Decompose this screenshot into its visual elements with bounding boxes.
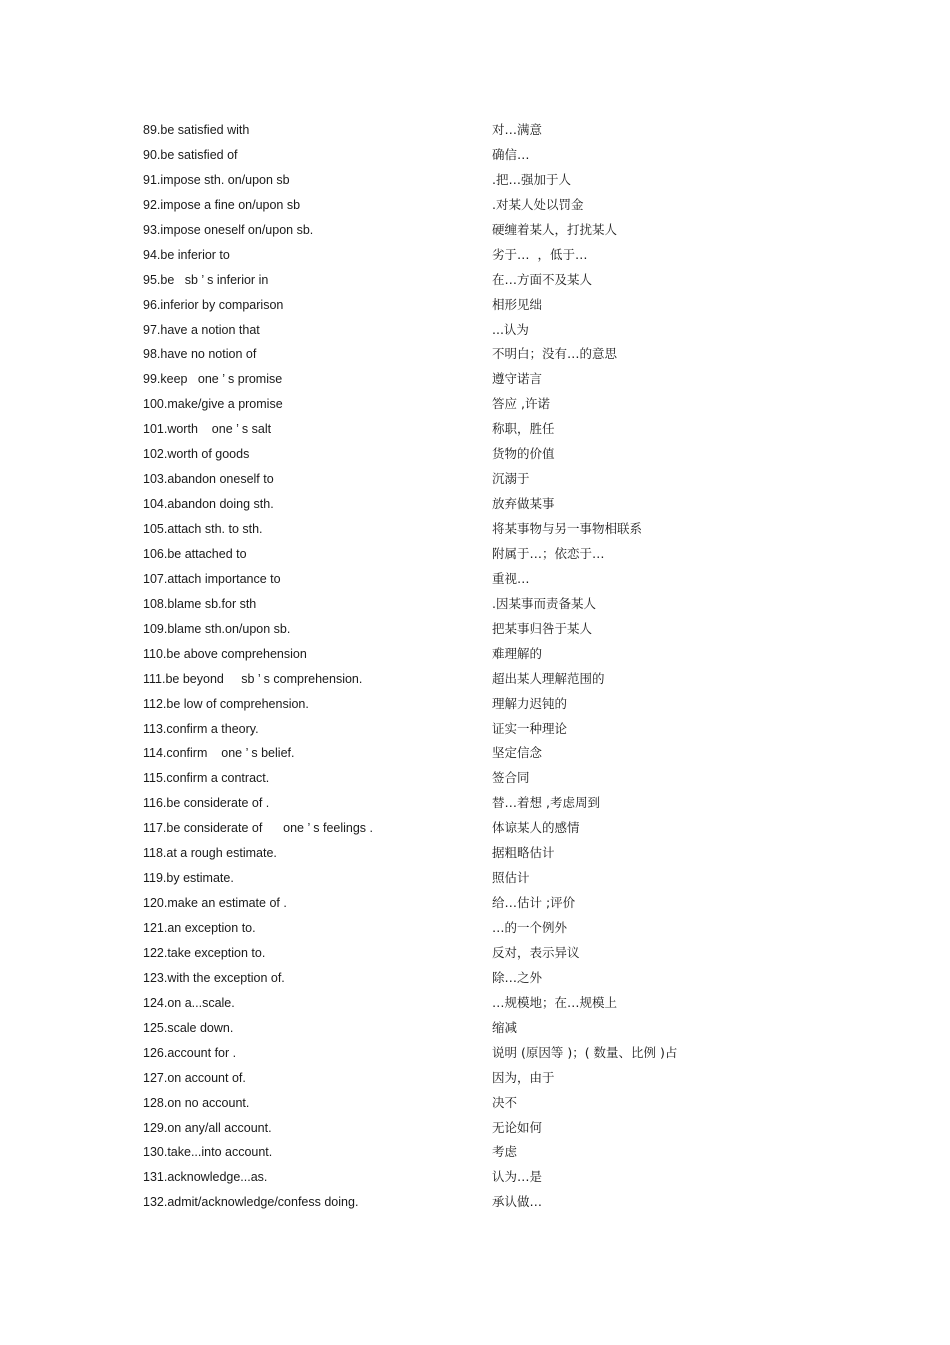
- chinese-meaning: 附属于…；依恋于…: [492, 545, 605, 561]
- english-phrase: 114.confirm one ’ s belief.: [143, 746, 295, 761]
- english-phrase: 92.impose a fine on/upon sb: [143, 197, 301, 212]
- list-item: [143, 695, 783, 720]
- list-item: [143, 919, 783, 944]
- chinese-meaning: 将某事物与另一事物相联系: [492, 521, 643, 536]
- list-item: [143, 1069, 783, 1094]
- english-phrase: 116.be considerate of .: [143, 796, 270, 811]
- list-item: [143, 670, 783, 695]
- english-phrase: 109.blame sth.on/upon sb.: [143, 621, 291, 636]
- list-item: [143, 720, 783, 745]
- english-phrase: 128.on no account.: [143, 1095, 250, 1110]
- list-item: [143, 1044, 783, 1069]
- chinese-meaning: 决不: [492, 1094, 518, 1110]
- list-item: [143, 1168, 783, 1193]
- chinese-meaning: 替…着想 ,考虑周到: [492, 795, 600, 811]
- list-item: [143, 944, 783, 969]
- english-phrase: 121.an exception to.: [143, 921, 256, 935]
- chinese-meaning: 签合同: [492, 770, 530, 786]
- list-item: [143, 395, 783, 420]
- english-phrase: 94.be inferior to: [143, 247, 230, 262]
- list-item: [143, 171, 783, 196]
- chinese-meaning: 坚定信念: [492, 745, 543, 761]
- chinese-meaning: 因为，由于: [492, 1069, 555, 1085]
- list-item: [143, 994, 783, 1019]
- list-item: [143, 620, 783, 645]
- english-phrase: 122.take exception to.: [143, 945, 266, 960]
- chinese-meaning: 据粗略估计: [492, 845, 555, 861]
- chinese-meaning: 难理解的: [492, 645, 543, 661]
- english-phrase: 93.impose oneself on/upon sb.: [143, 222, 314, 237]
- list-item: [143, 221, 783, 246]
- chinese-meaning: 放弃做某事: [492, 496, 555, 512]
- chinese-meaning: 把某事归咎于某人: [492, 620, 593, 636]
- english-phrase: 104.abandon doing sth.: [143, 497, 274, 512]
- chinese-meaning: 不明白；没有…的意思: [492, 346, 618, 362]
- english-phrase: 108.blame sb.for sth: [143, 596, 257, 611]
- list-item: [143, 321, 783, 346]
- chinese-meaning: 证实一种理论: [492, 720, 568, 736]
- list-item: [143, 545, 783, 570]
- list-item: [143, 246, 783, 271]
- english-phrase: 130.take...into account.: [143, 1145, 273, 1160]
- list-item: [143, 744, 783, 769]
- english-phrase: 115.confirm a contract.: [143, 771, 270, 786]
- english-phrase: 124.on a...scale.: [143, 995, 235, 1010]
- chinese-meaning: 认为…是: [492, 1169, 543, 1185]
- english-phrase: 96.inferior by comparison: [143, 297, 284, 312]
- list-item: [143, 470, 783, 495]
- list-item: [143, 1143, 783, 1168]
- english-phrase: 89.be satisfied with: [143, 123, 250, 137]
- chinese-meaning: 沉溺于: [492, 471, 530, 487]
- chinese-meaning: 无论如何: [492, 1119, 543, 1135]
- list-item: [143, 645, 783, 670]
- english-phrase: 99.keep one ’ s promise: [143, 372, 283, 387]
- english-phrase: 113.confirm a theory.: [143, 721, 259, 736]
- english-phrase: 119.by estimate.: [143, 871, 234, 886]
- list-item: [143, 345, 783, 370]
- english-phrase: 129.on any/all account.: [143, 1120, 272, 1135]
- chinese-meaning: 劣于… ，低于…: [492, 246, 588, 262]
- chinese-meaning: 体谅某人的感情: [492, 820, 580, 836]
- list-item: [143, 420, 783, 445]
- chinese-meaning: 答应 ,许诺: [492, 396, 550, 412]
- english-phrase: 125.scale down.: [143, 1020, 234, 1035]
- english-phrase: 103.abandon oneself to: [143, 472, 274, 487]
- chinese-meaning: 相形见绌: [492, 296, 543, 312]
- english-phrase: 97.have a notion that: [143, 322, 260, 337]
- english-phrase: 95.be sb ’ s inferior in: [143, 272, 269, 287]
- chinese-meaning: …规模地；在…规模上: [492, 994, 618, 1010]
- english-phrase: 110.be above comprehension: [143, 646, 307, 661]
- chinese-meaning: 理解力迟钝的: [492, 695, 568, 711]
- chinese-meaning: 超出某人理解范围的: [492, 670, 605, 686]
- list-item: [143, 894, 783, 919]
- chinese-meaning: 硬缠着某人，打扰某人: [492, 221, 618, 237]
- list-item: [143, 1119, 783, 1144]
- chinese-meaning: 考虑: [492, 1144, 518, 1160]
- list-item: [143, 1019, 783, 1044]
- english-phrase: 131.acknowledge...as.: [143, 1170, 268, 1185]
- chinese-meaning: 货物的价值: [492, 446, 555, 462]
- vocabulary-list: [143, 121, 783, 1218]
- english-phrase: 100.make/give a promise: [143, 397, 283, 412]
- chinese-meaning: 照估计: [492, 870, 530, 886]
- english-phrase: 118.at a rough estimate.: [143, 846, 277, 861]
- list-item: [143, 769, 783, 794]
- english-phrase: 90.be satisfied of: [143, 147, 238, 162]
- chinese-meaning: .把…强加于人: [492, 171, 571, 187]
- chinese-meaning: 重视…: [492, 570, 530, 586]
- english-phrase: 105.attach sth. to sth.: [143, 522, 263, 536]
- chinese-meaning: 称职，胜任: [492, 421, 555, 437]
- chinese-meaning: 除…之外: [492, 969, 543, 985]
- chinese-meaning: 在…方面不及某人: [492, 271, 593, 287]
- list-item: [143, 1094, 783, 1119]
- list-item: [143, 271, 783, 296]
- english-phrase: 117.be considerate of one ’ s feelings .: [143, 821, 374, 836]
- list-item: [143, 794, 783, 819]
- chinese-meaning: 说明 (原因等 )；( 数量、比例 )占: [492, 1044, 678, 1060]
- list-item: [143, 495, 783, 520]
- list-item: [143, 146, 783, 171]
- english-phrase: 127.on account of.: [143, 1070, 246, 1085]
- list-item: [143, 121, 783, 146]
- list-item: [143, 1193, 783, 1218]
- chinese-meaning: 缩减: [492, 1019, 518, 1035]
- english-phrase: 101.worth one ’ s salt: [143, 422, 272, 437]
- list-item: [143, 520, 783, 545]
- chinese-meaning: .因某事而责备某人: [492, 595, 596, 611]
- list-item: [143, 445, 783, 470]
- chinese-meaning: 承认做…: [492, 1194, 543, 1210]
- list-item: [143, 969, 783, 994]
- chinese-meaning: 给…估计 ;评价: [492, 895, 576, 911]
- english-phrase: 132.admit/acknowledge/confess doing.: [143, 1195, 359, 1210]
- chinese-meaning: 反对，表示异议: [492, 944, 580, 960]
- english-phrase: 126.account for .: [143, 1045, 237, 1060]
- english-phrase: 98.have no notion of: [143, 347, 257, 362]
- english-phrase: 111.be beyond sb ’ s comprehension.: [143, 671, 363, 686]
- list-item: [143, 196, 783, 221]
- list-item: [143, 595, 783, 620]
- chinese-meaning: 遵守诺言: [492, 371, 543, 387]
- list-item: [143, 869, 783, 894]
- english-phrase: 106.be attached to: [143, 546, 247, 561]
- chinese-meaning: 对…满意: [492, 122, 543, 137]
- list-item: [143, 844, 783, 869]
- english-phrase: 120.make an estimate of .: [143, 896, 287, 911]
- english-phrase: 102.worth of goods: [143, 447, 250, 462]
- list-item: [143, 296, 783, 321]
- english-phrase: 107.attach importance to: [143, 571, 281, 586]
- list-item: [143, 370, 783, 395]
- english-phrase: 112.be low of comprehension.: [143, 696, 309, 711]
- list-item: [143, 819, 783, 844]
- chinese-meaning: …的一个例外: [492, 920, 568, 935]
- list-item: [143, 570, 783, 595]
- english-phrase: 91.impose sth. on/upon sb: [143, 172, 290, 187]
- chinese-meaning: ...认为: [492, 321, 529, 337]
- chinese-meaning: 确信…: [492, 146, 530, 162]
- chinese-meaning: .对某人处以罚金: [492, 196, 584, 212]
- english-phrase: 123.with the exception of.: [143, 970, 285, 985]
